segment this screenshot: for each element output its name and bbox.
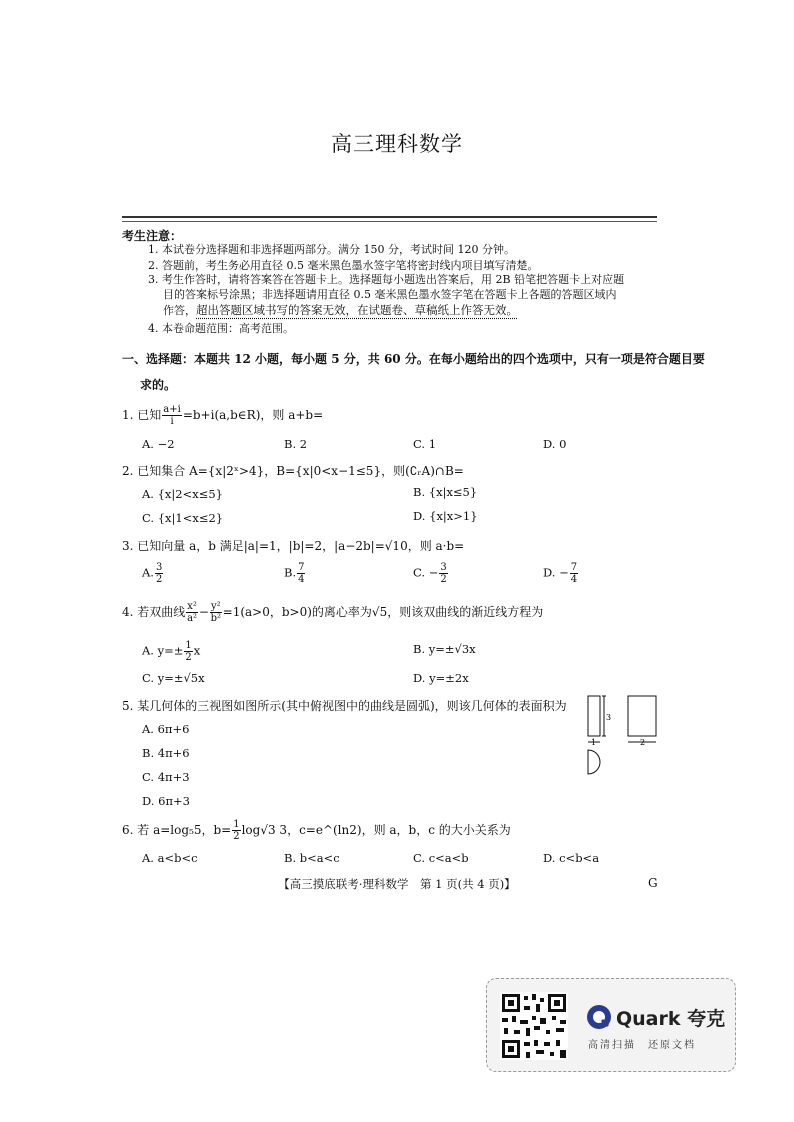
q1-option-b: B. 2 [284,437,308,451]
q1-option-c: C. 1 [413,437,437,451]
q4-a-num: 1 [185,640,192,651]
q3-d-num: 7 [570,562,578,573]
q4-post: =1(a>0，b>0)的离心率为√5，则该双曲线的渐近线方程为 [222,605,544,619]
q6-option-a: A. a<b<c [142,851,198,865]
q5-option-d: D. 6π+3 [142,794,190,808]
q3-a-fraction [155,562,163,585]
notice-item-4: 4. 本卷命题范围：高考范围。 [148,322,294,335]
q1-fraction [162,404,182,427]
front-view [588,696,600,736]
q3-a-den: 2 [155,574,163,585]
q5-option-c: C. 4π+3 [142,770,190,784]
side-view [628,696,656,736]
q6-option-c: C. c<a<b [413,851,469,865]
paper-code: G [648,876,658,890]
q1-frac-num: a+i [163,404,181,415]
qr-code-icon [500,992,568,1060]
q4-option-b: B. y=±√3x [413,642,476,656]
q3-c-fraction [439,562,447,585]
notice-item-2: 2. 答题前，考生务必用直径 0.5 毫米黑色墨水签字笔将密封线内项目填写清楚。 [148,259,539,272]
fig-label-width2: 2 [640,738,646,747]
question-4 [122,601,543,624]
q4-a-label: A. y=± [142,643,184,658]
top-view-arc [588,750,600,774]
q4-option-a [142,640,200,663]
q6-option-b: B. b<a<c [284,851,340,865]
page-footer: 【高三摸底联考·理科数学 第 1 页(共 4 页)】 [278,877,516,891]
q6-option-d: D. c<b<a [543,851,600,865]
q3-b-label: B. [284,565,297,580]
q4-fraction-2 [210,601,222,624]
q4-f2-den: b² [210,613,222,624]
q1-option-d: D. 0 [543,437,567,451]
q6-post: log√3 3，c=e^(ln2)，则 a，b，c 的大小关系为 [241,823,511,837]
question-3: 3. 已知向量 a，b 满足|a|=1，|b|=2，|a−2b|=√10，则 a·b= [122,539,465,553]
q3-a-num: 3 [155,562,163,573]
question-5: 5. 某几何体的三视图如图所示(其中俯视图中的曲线是圆弧)，则该几何体的表面积为 [122,699,567,713]
q1-post: =b+i(a,b∈R)，则 a+b= [182,408,324,422]
q3-c-num: 3 [440,562,447,573]
q3-option-b [284,562,306,585]
section-heading-cont: 求的。 [140,378,177,392]
header-rule-thin [122,221,657,222]
question-1 [122,404,323,427]
q3-c-label: C. − [413,565,439,580]
q6-fraction [232,819,240,842]
q1-frac-den: i [170,416,174,427]
question-2: 2. 已知集合 A={x|2ˣ>4}，B={x|0<x−1≤5}，则(∁ᵣA)∩B= [122,464,464,478]
q5-option-b: B. 4π+6 [142,746,190,760]
quark-brand: Quark 夸克 [616,1008,726,1030]
q3-c-den: 2 [440,574,447,585]
notice-item-3-cont: 目的答案标号涂黑；非选择题请用直径 0.5 毫米黑色墨水签字笔在答题卡上各题的答题区域内 [163,288,617,301]
notice-item-3-tail: 作答， [163,304,196,317]
q6-pre: 6. 若 a=log₅5，b= [122,823,232,837]
q3-option-a [142,562,164,585]
q3-b-den: 4 [298,574,305,585]
header-rule [122,216,657,218]
q2-option-b: B. {x|x≤5} [413,485,478,499]
q5-option-a: A. 6π+6 [142,722,190,736]
notice-item-3: 3. 考生作答时，请将答案答在答题卡上。选择题每小题选出答案后，用 2B 铅笔把答题卡上对应题 [148,273,625,286]
quark-logo-icon [586,1004,612,1030]
q3-d-label: D. − [543,565,569,580]
q3-option-c [413,562,449,585]
q3-a-label: A. [142,565,154,580]
page-title: 高三理科数学 [331,132,463,156]
q1-option-a: A. −2 [142,437,175,451]
q4-f1-den: a² [187,613,198,624]
q4-option-d: D. y=±2x [413,671,469,685]
q4-fraction-1 [186,601,198,624]
fig-label-height: 3 [606,713,612,722]
q4-f1-num: x² [187,601,197,612]
q3-option-d [543,562,579,585]
q4-a-den: 2 [185,652,192,663]
q4-a-fraction [184,640,192,663]
section-heading: 一、选择题：本题共 12 小题，每小题 5 分，共 60 分。在每小题给出的四个选项中，只有一项是符合题目要 [122,352,705,366]
notice-item-1: 1. 本试卷分选择题和非选择题两部分。满分 150 分，考试时间 120 分钟。 [148,243,515,256]
q3-d-den: 4 [570,574,578,585]
q3-d-fraction [570,562,578,585]
quark-slogan: 高清扫描 还原文档 [588,1040,696,1051]
q4-option-c: C. y=±√5x [142,671,205,685]
q4-minus: − [198,605,209,619]
three-view-figure [580,690,680,790]
q2-option-a: A. {x|2<x≤5} [142,487,223,501]
q2-option-d: D. {x|x>1} [413,509,478,523]
notice-emphasis: 超出答题区域书写的答案无效，在试题卷、草稿纸上作答无效。 [196,303,518,317]
q4-a-post: x [193,643,201,658]
q6-frac-den: 2 [233,831,240,842]
q4-pre: 4. 若双曲线 [122,605,186,619]
q3-b-num: 7 [298,562,305,573]
q6-frac-num: 1 [233,819,240,830]
notice-item-3-end [163,302,683,319]
notice-heading: 考生注意： [122,229,183,243]
fig-label-width1: 1 [591,738,597,747]
q4-f2-num: y² [210,601,221,612]
q1-pre: 1. 已知 [122,408,162,422]
q3-b-fraction [297,562,305,585]
question-6 [122,819,511,842]
q2-option-c: C. {x|1<x≤2} [142,511,224,525]
